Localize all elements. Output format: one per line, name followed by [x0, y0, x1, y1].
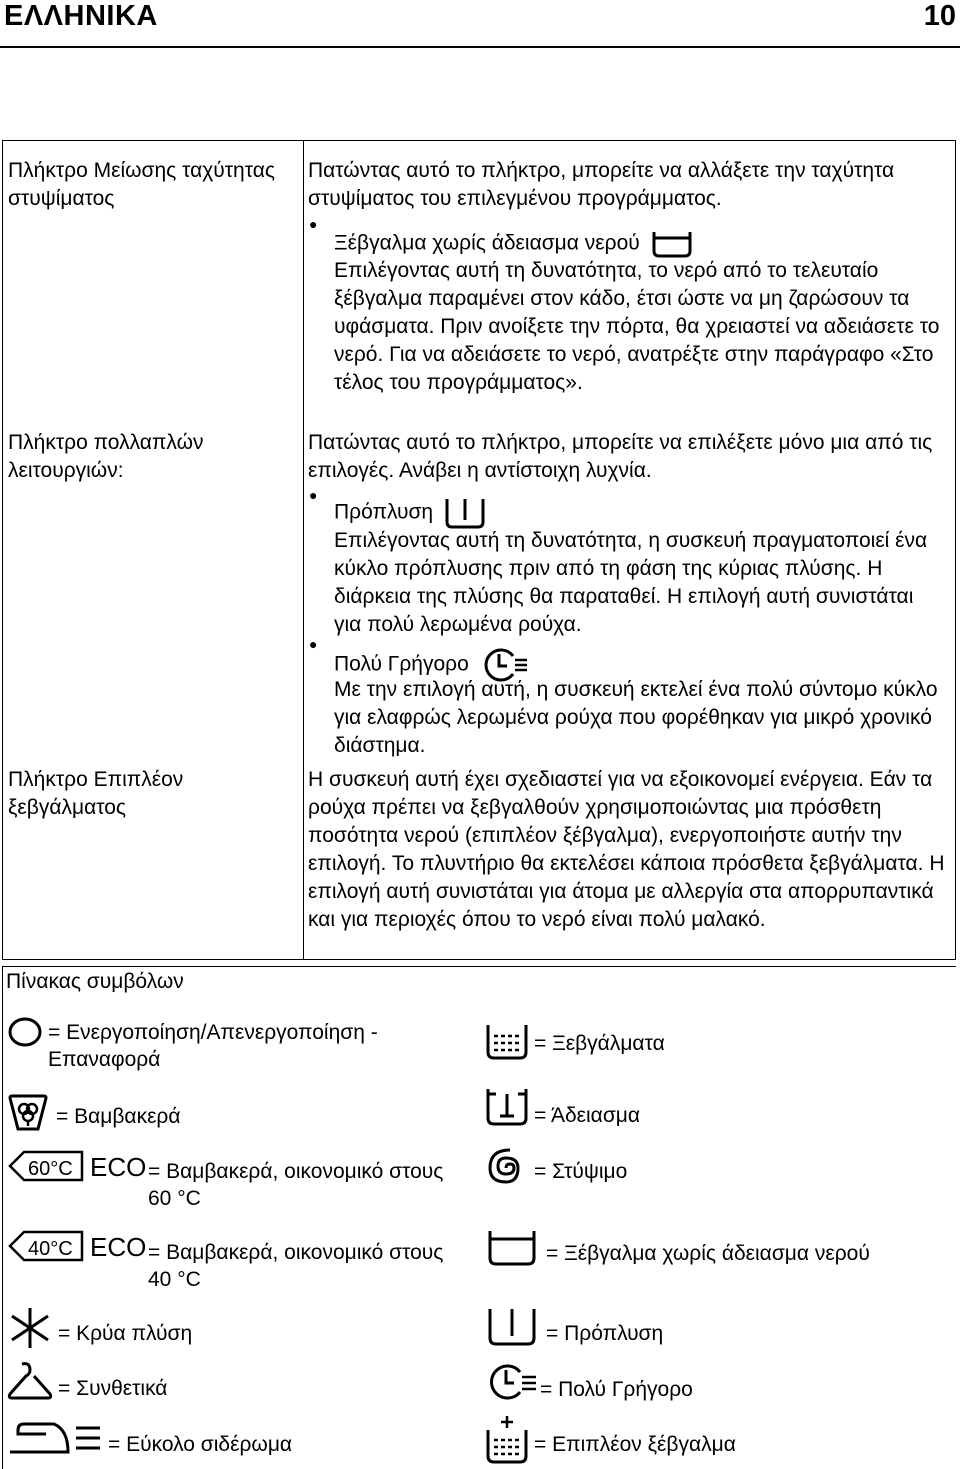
easy-iron-icon	[6, 1412, 104, 1458]
synthetics-icon	[6, 1360, 54, 1402]
table-column-divider	[303, 141, 304, 959]
spin-icon	[484, 1146, 528, 1190]
bullet: ●	[309, 636, 318, 652]
legend-eco-40-text: = Βαμβακερά, οικονομικό στους 40 °C	[148, 1241, 444, 1291]
eco-60-temp: 60°C	[28, 1158, 73, 1180]
quick-option-text: Με την επιλογή αυτή, η συσκευή εκτελεί ένα πολύ σύντομο κύκλο για ελαφρώς λερωμένα ρούχα που φορέθηκαν για μικρό χρονικό διάστημα.	[334, 678, 938, 757]
legend-title: Πίνακας συμβόλων	[6, 970, 184, 993]
prewash-icon	[486, 1306, 538, 1348]
legend-power: = Ενεργοποίηση/Απενεργοποίηση - Επαναφορά	[48, 1021, 378, 1071]
legend-cold-wash: = Κρύα πλύση	[58, 1322, 193, 1345]
page-number: 10	[923, 0, 956, 32]
legend-eco-60-text: = Βαμβακερά, οικονομικό στους 60 °C	[148, 1160, 444, 1210]
prewash-option-title: Πρόπλυση	[334, 500, 434, 524]
header-rule	[0, 46, 960, 48]
legend-eco-60	[148, 1158, 448, 1212]
eco-60-icon	[8, 1148, 148, 1184]
legend-synthetics: = Συνθετικά	[58, 1377, 168, 1400]
legend-drain: = Άδειασμα	[534, 1104, 641, 1127]
rinse-hold-icon	[650, 229, 694, 259]
legend-eco-40	[148, 1239, 448, 1293]
power-icon	[8, 1017, 42, 1047]
spin-reduction-button-label: Πλήκτρο Μείωσης ταχύτητας στυψίματος	[8, 159, 275, 210]
multifunction-description: Πατώντας αυτό το πλήκτρο, μπορείτε να επιλέξετε μόνο μια από τις επιλογές. Ανάβει η αντίστοιχη λυχνία.	[308, 431, 933, 482]
extra-rinse-description: Η συσκευή αυτή έχει σχεδιαστεί για να εξοικονομεί ενέργεια. Εάν τα ρούχα πρέπει να ξεβγαλθούν χρησιμοποιώντας μια πρόσθετη ποσότητα νερού (επιπλέον ξέβγαλμα), ενεργοποιήστε αυτήν την επιλογή. Το πλυντήριο θα εκτελέσει κάποια πρόσθετα ξεβγάλματα. Η επιλογή αυτή συνιστάται για άτομα με αλλεργία στα απορρυπαντικά και για περιοχές όπου το νερό είναι πολύ μαλακό.	[308, 768, 945, 931]
legend-easy-iron: = Εύκολο σιδέρωμα	[108, 1433, 293, 1456]
extra-rinse-icon	[484, 1414, 530, 1466]
eco-40-temp: 40°C	[28, 1238, 73, 1260]
multifunction-button-label: Πλήκτρο πολλαπλών λειτουργιών:	[8, 431, 204, 482]
rinse-hold-option-text: Επιλέγοντας αυτή τη δυνατότητα, το νερό από το τελευταίο ξέβγαλμα παραμένει στον κάδο, έτσι ώστε να μη ζαρώσουν τα υφάσματα. Πριν ανοίξετε την πόρτα, θα χρειαστεί να αδειάσετε το νερό. Για να αδειάσετε το νερό, ανατρέξτε στην παράγραφο «Στο τέλος του προγράμματος».	[334, 259, 940, 394]
legend-spin: = Στύψιμο	[534, 1160, 628, 1183]
prewash-option	[334, 496, 944, 530]
cold-wash-icon	[8, 1306, 52, 1350]
document-language: ΕΛΛΗΝΙΚΑ	[4, 0, 158, 32]
quick-icon	[484, 1362, 538, 1402]
drain-icon	[484, 1086, 530, 1130]
legend-cotton: = Βαμβακερά	[56, 1105, 181, 1128]
rinse-hold-option	[334, 229, 944, 259]
rinse-hold-option-title: Ξέβγαλμα χωρίς άδειασμα νερού	[334, 231, 640, 255]
eco-40-label: ECO	[90, 1232, 147, 1262]
prewash-icon	[443, 496, 487, 530]
legend-rinse-hold: = Ξέβγαλμα χωρίς άδειασμα νερού	[546, 1242, 870, 1265]
bullet: ●	[309, 487, 318, 503]
extra-rinse-button-label: Πλήκτρο Επιπλέον ξεβγάλματος	[8, 768, 184, 819]
prewash-option-text: Επιλέγοντας αυτή τη δυνατότητα, η συσκευή πραγματοποιεί ένα κύκλο πρόπλυσης πριν από τη φάση της κύριας πλύσης. Η διάρκεια της πλύσης θα παραταθεί. Η επιλογή αυτή συνιστάται για πολύ λερωμένα ρούχα.	[334, 529, 928, 636]
legend-quick: = Πολύ Γρήγορο	[540, 1378, 693, 1401]
bullet: ●	[309, 216, 318, 232]
legend-prewash: = Πρόπλυση	[546, 1322, 664, 1345]
eco-40-icon	[8, 1228, 148, 1264]
legend-rinse: = Ξεβγάλματα	[534, 1032, 665, 1055]
eco-60-label: ECO	[90, 1152, 147, 1182]
legend-extra-rinse: = Επιπλέον ξέβγαλμα	[534, 1433, 736, 1456]
cotton-icon	[6, 1093, 50, 1133]
rinse-icon	[484, 1022, 530, 1062]
quick-option-title: Πολύ Γρήγορο	[334, 652, 469, 676]
spin-reduction-description: Πατώντας αυτό το πλήκτρο, μπορείτε να αλλάξετε την ταχύτητα στυψίματος του επιλεγμένου προγράμματος.	[308, 159, 895, 210]
rinse-hold-icon	[486, 1228, 538, 1268]
